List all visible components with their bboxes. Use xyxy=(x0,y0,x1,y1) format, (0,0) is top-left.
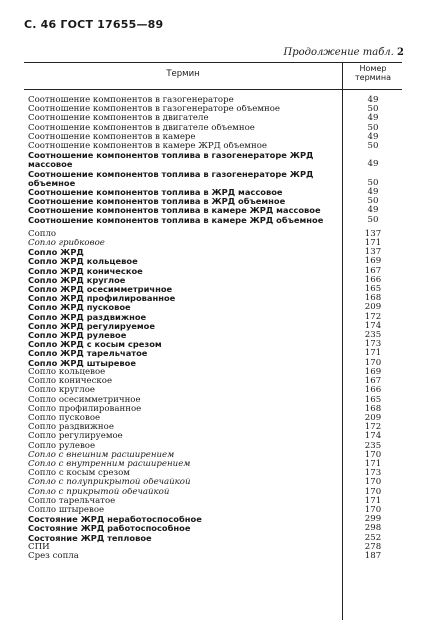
term-text: Состояние ЖРД неработоспособное xyxy=(28,515,202,525)
table-continuation-label xyxy=(283,47,404,58)
table-row xyxy=(28,543,408,552)
term-text: Соотношение компонентов в газогенераторе xyxy=(28,96,234,105)
table-row xyxy=(28,105,408,114)
table-row xyxy=(28,423,408,432)
term-number: 166 xyxy=(364,385,382,396)
term-number: 165 xyxy=(364,394,382,405)
table-row xyxy=(28,497,408,506)
table-row xyxy=(28,524,408,533)
term-text: Сопло ЖРД профилированное xyxy=(28,294,176,304)
term-number: 167 xyxy=(364,265,382,276)
term-text: Сопло пусковое xyxy=(28,413,101,423)
term-number: 171 xyxy=(364,238,382,249)
column-header-number-line2: термина xyxy=(354,73,392,82)
table-row xyxy=(28,206,408,215)
term-text: Соотношение компонентов в камере ЖРД объемное xyxy=(28,142,267,152)
term-text: Сопло ЖРД тарельчатое xyxy=(28,349,148,359)
term-number: 137 xyxy=(364,228,382,239)
table-row xyxy=(28,114,408,123)
term-number: 187 xyxy=(364,550,382,561)
term-number: 209 xyxy=(364,302,382,313)
table-row xyxy=(28,285,408,294)
table-row xyxy=(28,506,408,515)
term-text: Срез сопла xyxy=(28,551,79,561)
table-row xyxy=(28,377,408,386)
term-number: 170 xyxy=(364,477,382,488)
term-number: 50 xyxy=(367,141,379,152)
term-number: 173 xyxy=(364,339,382,350)
column-header-term: Термин xyxy=(166,69,200,79)
table-row xyxy=(28,257,408,266)
term-text: Сопло с внешним расширением xyxy=(28,450,175,460)
term-number: 49 xyxy=(367,159,379,170)
term-text: Соотношение компонентов топлива в камере ЖРД объемное xyxy=(28,215,324,225)
column-header-number-line1: Номер xyxy=(359,64,387,73)
term-number: 49 xyxy=(367,187,379,198)
table-row xyxy=(28,151,408,169)
term-text: Соотношение компонентов топлива в камере ЖРД массовое xyxy=(28,206,321,216)
term-number: 252 xyxy=(364,532,382,543)
term-number: 171 xyxy=(364,348,382,359)
term-text: Сопло профилированное xyxy=(28,404,142,414)
table-row xyxy=(28,124,408,133)
table-row xyxy=(28,469,408,478)
term-text: Состояние ЖРД тепловое xyxy=(28,533,152,543)
term-text: СПИ xyxy=(28,542,50,552)
term-text: Сопло ЖРД с косым срезом xyxy=(28,340,162,350)
term-number: 170 xyxy=(364,357,382,368)
table-row xyxy=(28,414,408,423)
table-row xyxy=(28,276,408,285)
term-number: 171 xyxy=(364,458,382,469)
term-number: 299 xyxy=(364,514,382,525)
term-text: Сопло рулевое xyxy=(28,441,96,451)
term-number: 169 xyxy=(364,366,382,377)
term-text: Сопло ЖРД осесимметричное xyxy=(28,285,173,295)
table-top-rule xyxy=(24,62,402,63)
table-row xyxy=(28,478,408,487)
term-text: Сопло тарельчатое xyxy=(28,496,116,506)
table-row xyxy=(28,432,408,441)
term-number: 166 xyxy=(364,274,382,285)
term-number: 173 xyxy=(364,468,382,479)
term-number: 50 xyxy=(367,177,379,188)
term-number: 172 xyxy=(364,422,382,433)
term-text: Сопло круглое xyxy=(28,386,95,396)
table-row xyxy=(28,216,408,225)
term-number: 168 xyxy=(364,293,382,304)
term-number: 49 xyxy=(367,95,379,105)
table-row xyxy=(28,294,408,303)
term-text: Сопло ЖРД круглое xyxy=(28,275,126,285)
continuation-text: Продолжение табл. xyxy=(283,47,394,58)
table-row xyxy=(28,340,408,349)
term-text: Соотношение компонентов топлива в ЖРД объемное xyxy=(28,197,286,207)
term-number: 167 xyxy=(364,376,382,387)
term-number: 169 xyxy=(364,256,382,267)
term-text: Сопло ЖРД пусковое xyxy=(28,303,131,313)
table-row xyxy=(28,515,408,524)
term-number: 209 xyxy=(364,412,382,423)
table-row xyxy=(28,405,408,414)
term-number: 235 xyxy=(364,330,382,341)
term-number: 174 xyxy=(364,320,382,331)
term-number: 170 xyxy=(364,486,382,497)
term-number: 137 xyxy=(364,247,382,258)
term-text: Состояние ЖРД работоспособное xyxy=(28,524,191,534)
table-row xyxy=(28,322,408,331)
term-text: Сопло ЖРД рулевое xyxy=(28,331,127,341)
term-text: Соотношение компонентов в газогенераторе объемное xyxy=(28,105,281,115)
table-row xyxy=(28,133,408,142)
term-text: Сопло ЖРД коническое xyxy=(28,266,143,276)
table-row xyxy=(28,396,408,405)
table-row xyxy=(28,303,408,312)
column-header-number xyxy=(342,64,404,82)
table-row xyxy=(28,267,408,276)
term-text: Соотношение компонентов топлива в ЖРД массовое xyxy=(28,188,283,198)
term-text: Сопло штыревое xyxy=(28,505,105,515)
term-text: Сопло xyxy=(28,229,57,239)
term-number: 50 xyxy=(367,104,379,115)
term-text: Сопло осесимметричное xyxy=(28,395,141,405)
term-text: Соотношение компонентов в камере xyxy=(28,132,196,142)
table-row xyxy=(28,197,408,206)
term-number: 235 xyxy=(364,440,382,451)
table-row xyxy=(28,368,408,377)
table-row xyxy=(28,230,408,239)
table-row xyxy=(28,96,408,105)
term-text: Соотношение компонентов топлива в газогенераторе ЖРД объемное xyxy=(28,169,314,188)
term-number: 49 xyxy=(367,205,379,216)
term-text: Сопло ЖРД штыревое xyxy=(28,358,136,368)
term-number: 171 xyxy=(364,495,382,506)
term-list xyxy=(28,96,408,561)
term-text: Сопло с внутренним расширением xyxy=(28,459,191,469)
term-number: 172 xyxy=(364,311,382,322)
table-row xyxy=(28,331,408,340)
table-header-rule xyxy=(24,89,402,90)
term-number: 50 xyxy=(367,122,379,133)
term-number: 168 xyxy=(364,403,382,414)
page-header: С. 46 ГОСТ 17655—89 xyxy=(24,18,164,31)
table-row xyxy=(28,170,408,188)
table-row xyxy=(28,534,408,543)
table-row xyxy=(28,239,408,248)
term-text: Сопло с косым срезом xyxy=(28,469,130,479)
term-text: Сопло ЖРД регулируемое xyxy=(28,321,155,331)
table-row xyxy=(28,451,408,460)
continuation-table-number: 2 xyxy=(397,47,404,58)
table-row xyxy=(28,142,408,151)
term-text: Соотношение компонентов в двигателе xyxy=(28,114,209,124)
term-number: 170 xyxy=(364,449,382,460)
table-row xyxy=(28,442,408,451)
term-text: Соотношение компонентов топлива в газогенераторе ЖРД массовое xyxy=(28,151,314,170)
term-number: 49 xyxy=(367,113,379,124)
term-text: Сопло ЖРД кольцевое xyxy=(28,257,138,267)
table-row xyxy=(28,460,408,469)
term-number: 170 xyxy=(364,504,382,515)
term-number: 49 xyxy=(367,131,379,142)
table-row xyxy=(28,552,408,561)
table-row xyxy=(28,313,408,322)
term-number: 298 xyxy=(364,523,382,534)
term-text: Сопло коническое xyxy=(28,377,113,387)
table-row xyxy=(28,488,408,497)
term-number: 174 xyxy=(364,431,382,442)
term-text: Сопло с полуприкрытой обечайкой xyxy=(28,478,191,488)
term-text: Сопло регулируемое xyxy=(28,432,123,442)
table-row xyxy=(28,248,408,257)
term-text: Сопло раздвижное xyxy=(28,423,114,433)
table-row xyxy=(28,188,408,197)
term-number: 50 xyxy=(367,196,379,207)
table-row xyxy=(28,359,408,368)
term-text: Сопло с прикрытой обечайкой xyxy=(28,487,170,497)
term-number: 50 xyxy=(367,214,379,225)
term-number: 278 xyxy=(364,541,382,552)
table-row xyxy=(28,386,408,395)
term-text: Соотношение компонентов в двигателе объемное xyxy=(28,123,255,133)
term-text: Сопло кольцевое xyxy=(28,367,106,377)
term-text: Сопло грибковое xyxy=(28,239,105,249)
term-text: Сопло ЖРД xyxy=(28,248,84,258)
term-number: 165 xyxy=(364,284,382,295)
table-row xyxy=(28,349,408,358)
term-text: Сопло ЖРД раздвижное xyxy=(28,312,147,322)
